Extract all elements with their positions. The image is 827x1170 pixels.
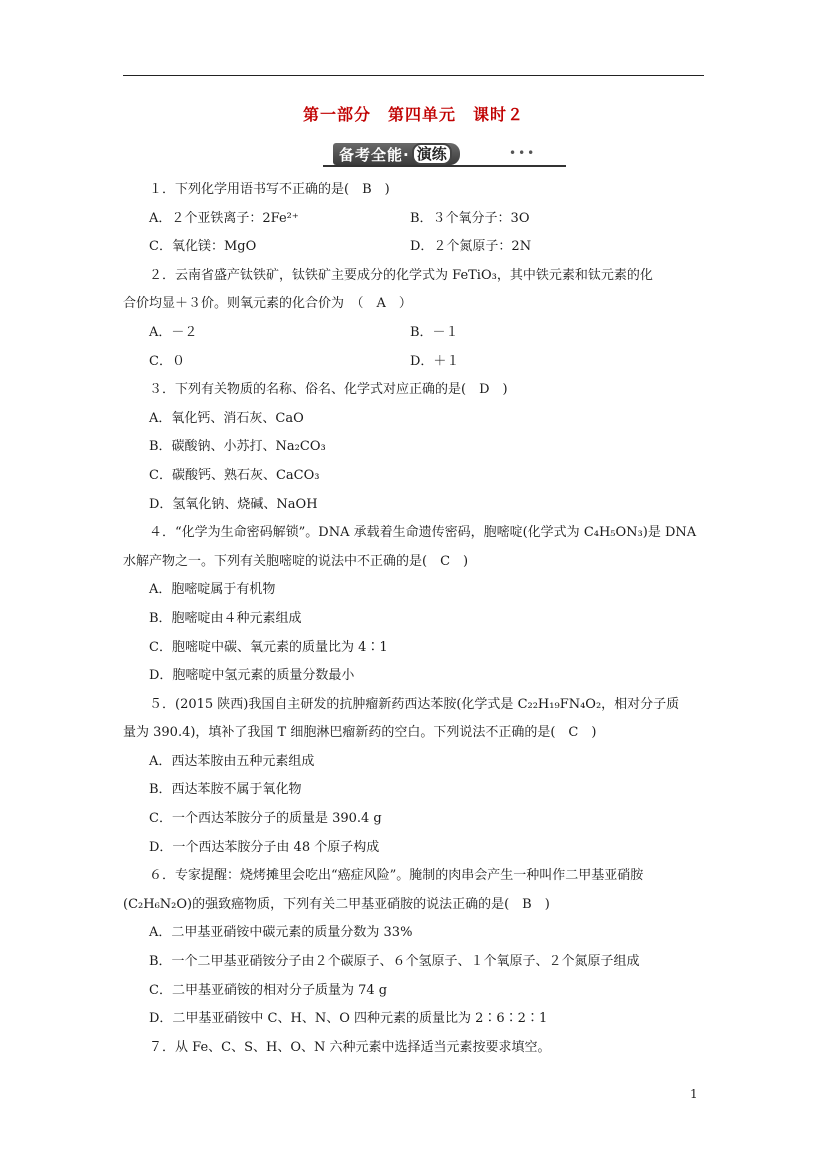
question-1-option-c: C．氧化镁：MgO: [149, 239, 257, 255]
banner-badge: 演练: [412, 143, 452, 165]
question-3-option-c: C．碳酸钙、熟石灰、CaCO₃: [149, 467, 320, 483]
question-6-option-c: C．二甲基亚硝铵的相对分子质量为 74 g: [149, 982, 388, 998]
question-6-stem-line1: ６．专家提醒：烧烤摊里会吃出“癌症风险”。腌制的肉串会产生一种叫作二甲基亚硝胺: [149, 868, 644, 884]
question-2-stem-line2: 合价均显＋３价。则氧元素的化合价为 （ A ）: [123, 296, 412, 312]
banner-label: [333, 143, 460, 165]
question-5-option-b: B．西达苯胺不属于氧化物: [149, 782, 302, 798]
question-5-option-a: A．西达苯胺由五种元素组成: [149, 753, 315, 769]
question-1-stem: １．下列化学用语书写不正确的是( B ): [149, 182, 390, 197]
question-1-option-a: A．２个亚铁离子：2Fe²⁺: [149, 210, 299, 226]
page-number: 1: [690, 1087, 698, 1101]
question-3-stem: ３．下列有关物质的名称、俗名、化学式对应正确的是( D ): [149, 382, 508, 398]
section-banner: [323, 142, 566, 168]
question-4-option-d: D．胞嘧啶中氢元素的质量分数最小: [149, 668, 355, 684]
question-1-option-d: D．２个氮原子：2N: [410, 239, 532, 255]
question-2-option-d: D．＋１: [410, 353, 460, 369]
question-list: [123, 176, 704, 1062]
question-2-stem-line1: ２．云南省盛产钛铁矿，钛铁矿主要成分的化学式为 FeTiO₃，其中铁元素和钛元素的化: [149, 267, 653, 283]
question-5-option-d: D．一个西达苯胺分子由 48 个原子构成: [149, 839, 380, 855]
question-3-option-d: D．氢氧化钠、烧碱、NaOH: [149, 496, 318, 512]
banner-text: 备考全能·: [339, 145, 410, 164]
banner-underline: [323, 165, 566, 167]
question-7-stem: ７．从 Fe、C、S、H、O、N 六种元素中选择适当元素按要求填空。: [149, 1039, 551, 1055]
question-5-stem-line2: 量为 390.4)，填补了我国 T 细胞淋巴瘤新药的空白。下列说法不正确的是( C ): [123, 725, 597, 741]
page-title: 第一部分 第四单元 课时２: [302, 105, 524, 124]
question-2-options-cd: [123, 348, 704, 377]
question-4-stem-line1: ４．“化学为生命密码解锁”。DNA 承载着生命遗传密码，胞嘧啶(化学式为 C₄H₅ON₃)是 DNA: [149, 525, 697, 541]
header-rule: [123, 75, 704, 76]
question-4-option-c: C．胞嘧啶中碳、氧元素的质量比为 4∶1: [149, 639, 388, 655]
question-5-stem-line1: ５．(2015 陕西)我国自主研发的抗肿瘤新药西达苯胺(化学式是 C₂₂H₁₉FN₄O₂，相对分子质: [149, 696, 680, 712]
question-1-options-cd: [123, 233, 704, 262]
question-4-option-b: B．胞嘧啶由４种元素组成: [149, 610, 302, 626]
question-6-stem-line2: (C₂H₆N₂O)的强致癌物质，下列有关二甲基亚硝胺的说法正确的是( B ): [123, 896, 550, 912]
question-3-option-a: A．氧化钙、消石灰、CaO: [149, 410, 304, 426]
question-6-option-b: B．一个二甲基亚硝铵分子由２个碳原子、６个氢原子、１个氧原子、２个氮原子组成: [149, 954, 640, 970]
question-2-option-b: B．－１: [410, 324, 459, 340]
question-2-option-a: A．－２: [149, 324, 198, 340]
question-5-option-c: C．一个西达苯胺分子的质量是 390.4 g: [149, 811, 382, 827]
question-1-options-ab: [123, 205, 704, 234]
question-2-options-ab: [123, 319, 704, 348]
question-4-option-a: A．胞嘧啶属于有机物: [149, 582, 276, 598]
question-3-option-b: B．碳酸钠、小苏打、Na₂CO₃: [149, 439, 326, 455]
question-2-option-c: C．０: [149, 353, 185, 369]
question-4-stem-line2: 水解产物之一。下列有关胞嘧啶的说法中不正确的是( C ): [123, 553, 469, 569]
banner-dots: •••: [509, 146, 537, 160]
question-1-option-b: B．３个氧分子：3O: [410, 210, 530, 226]
question-6-option-d: D．二甲基亚硝铵中 C、H、N、O 四种元素的质量比为 2∶6∶2∶1: [149, 1011, 548, 1027]
question-6-option-a: A．二甲基亚硝铵中碳元素的质量分数为 33%: [149, 925, 413, 941]
